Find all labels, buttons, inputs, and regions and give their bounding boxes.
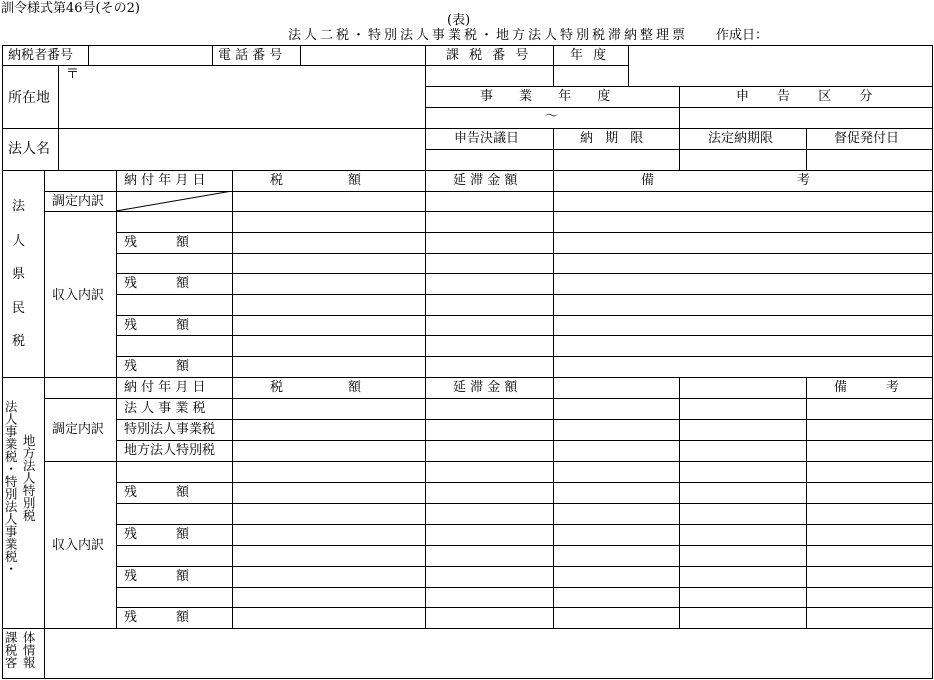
pref-header-delinquency: 延 滞 金 額 (453, 173, 518, 188)
pref-balance-label: 残 額 (124, 235, 190, 250)
biz-item-business-tax: 法 人 事 業 税 (124, 401, 206, 416)
filing-decision-date-label: 申告決議日 (454, 131, 520, 146)
biz-balance-label: 残 額 (124, 527, 190, 542)
pref-header-payment-date: 納 付 年 月 日 (124, 173, 206, 188)
statutory-deadline-label: 法定納期限 (708, 131, 774, 146)
business-year-tilde: ～ (545, 109, 559, 124)
pref-receipt-breakdown: 収入内訳 (52, 288, 105, 303)
address-label: 所在地 (8, 90, 50, 106)
biz-receipt-breakdown: 収入内訳 (52, 538, 105, 553)
form-side: (表) (447, 13, 471, 28)
side-char: 人 (12, 234, 26, 249)
fiscal-year-label: 年 度 (570, 48, 610, 63)
pref-balance-label: 残 額 (124, 318, 190, 333)
biz-balance-label: 残 額 (124, 610, 190, 625)
pref-header-tax: 税 額 (270, 173, 362, 188)
biz-balance-label: 残 額 (124, 569, 190, 584)
side-char: 県 (12, 267, 26, 282)
biz-item-local-special-tax: 地方法人特別税 (124, 443, 216, 458)
business-year-label: 事 業 年 度 (480, 89, 611, 104)
taxation-object-label-right: 体情報 (21, 631, 37, 669)
phone-number-label: 電 話 番 号 (218, 48, 283, 63)
postal-mark: 〒 (66, 67, 80, 82)
biz-assessment-breakdown: 調定内訳 (52, 422, 105, 437)
taxation-object-label-left: 課税客 (3, 631, 19, 669)
business-side-label-left: 法人事業税・特別法人事業税・ (3, 400, 19, 575)
pref-assessment-breakdown: 調定内訳 (52, 194, 105, 209)
biz-header-tax: 税 額 (270, 380, 362, 395)
biz-item-special-business-tax: 特別法人事業税 (124, 422, 216, 437)
taxpayer-number-label: 納税者番号 (8, 48, 74, 63)
form-number: 訓令様式第46号(その2) (1, 1, 140, 16)
side-char: 税 (12, 334, 26, 349)
tax-number-label: 課 税 番 号 (446, 48, 532, 63)
created-date-label: 作成日： (716, 28, 769, 43)
filing-category-label: 申 告 区 分 (736, 89, 873, 104)
pref-balance-label: 残 額 (124, 359, 190, 374)
form-title: 法人二税・特別法人事業税・地方法人特別税滞納整理票 (288, 28, 689, 43)
diagonal-slash (116, 191, 233, 212)
biz-header-delinquency: 延 滞 金 額 (453, 380, 518, 395)
pref-balance-label: 残 額 (124, 276, 190, 291)
demand-date-label: 督促発付日 (834, 131, 900, 146)
business-side-label-right: 地方法人特別税 (21, 434, 37, 522)
biz-header-payment-date: 納 付 年 月 日 (124, 380, 206, 395)
side-char: 法 (12, 199, 26, 214)
biz-balance-label: 残 額 (124, 485, 190, 500)
payment-deadline-label: 納 期 限 (580, 131, 644, 146)
biz-header-remarks: 備 考 (834, 380, 900, 395)
side-char: 民 (12, 301, 26, 316)
corporation-name-label: 法人名 (8, 141, 50, 157)
pref-header-remarks: 備 考 (641, 173, 811, 188)
